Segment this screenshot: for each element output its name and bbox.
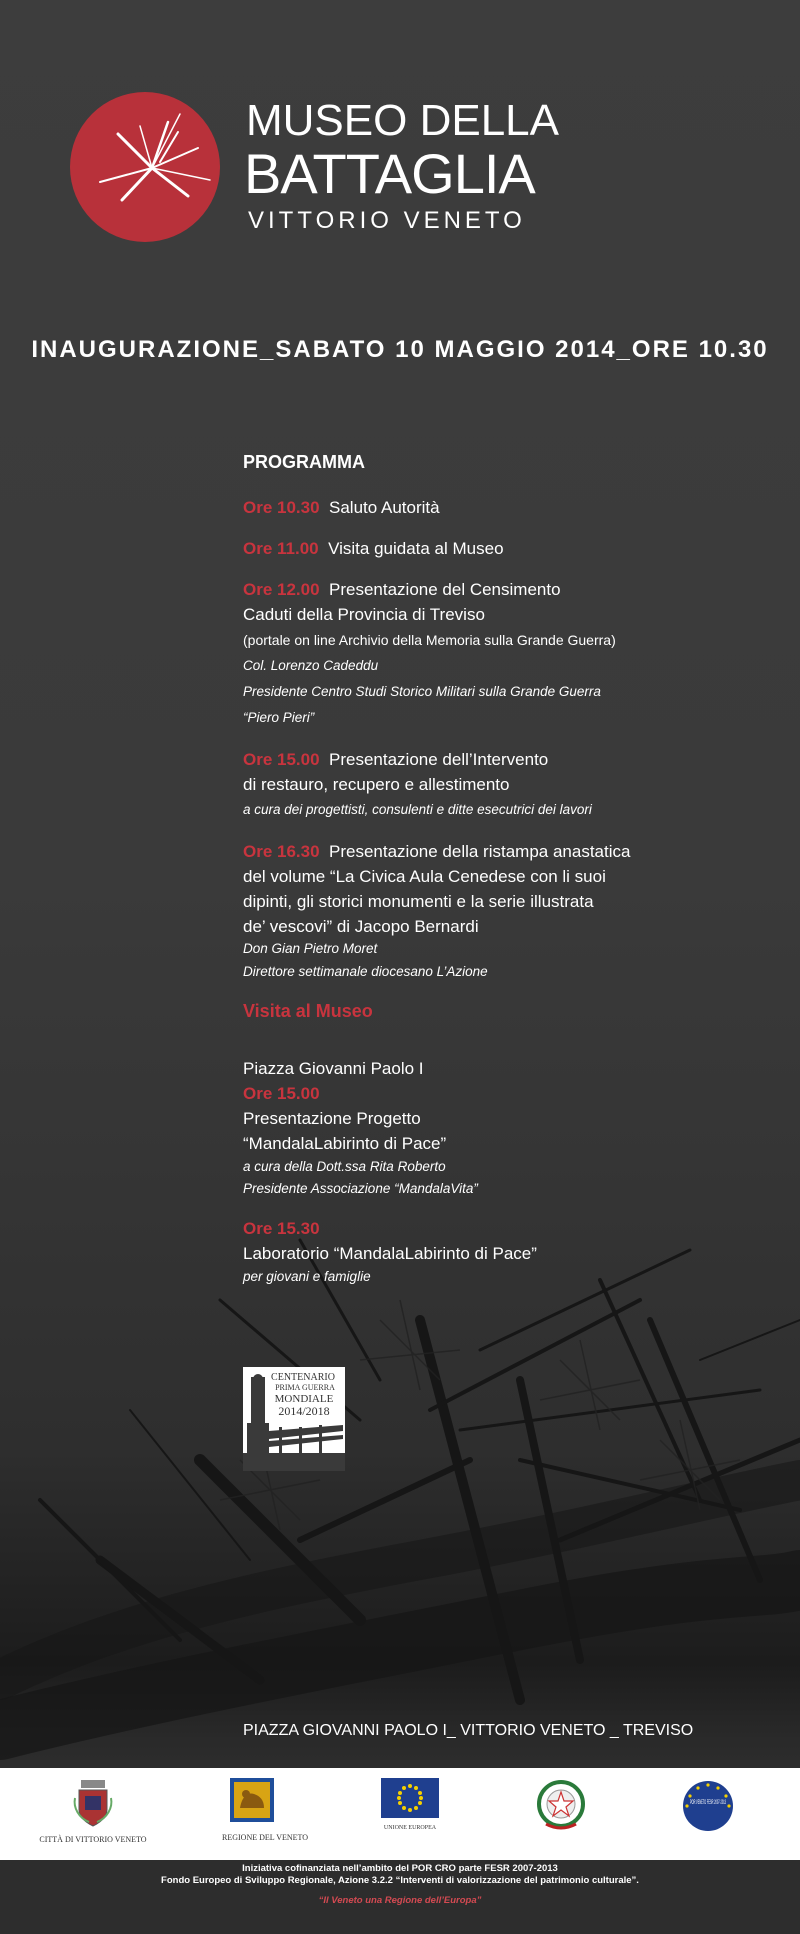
program-item	[243, 747, 763, 823]
footer-funding-line2: Fondo Europeo di Sviluppo Regionale, Azione 3.2.2 “Interventi di valorizzazione del patrimonio culturale”.	[161, 1875, 639, 1886]
footer-funding-line1: Iniziativa cofinanziata nell’ambito del POR CRO parte FESR 2007-2013	[242, 1863, 558, 1874]
museum-title-line1: MUSEO DELLA	[246, 96, 559, 145]
por-fesr-logo-text: POR VENETO FESR 2007-2013	[690, 1799, 727, 1806]
program-item	[243, 577, 763, 731]
program-speaker: Col. Lorenzo Cadeddu	[243, 658, 379, 673]
centenary-line2: PRIMA GUERRA	[275, 1383, 335, 1392]
comune-logo-caption: CITTÀ DI VITTORIO VENETO	[39, 1835, 147, 1844]
visit-text: Laboratorio “MandalaLabirinto di Pace”	[243, 1244, 537, 1263]
museum-title-line2: BATTAGLIA	[244, 142, 535, 205]
program-speaker-role: “Piero Pieri”	[243, 710, 315, 725]
inauguration-banner: INAUGURAZIONE_SABATO 10 MAGGIO 2014_ORE 10.30	[31, 336, 769, 363]
program-text: de’ vescovi” di Jacopo Bernardi	[243, 917, 479, 936]
program-speaker-role: Presidente Centro Studi Storico Militari sulla Grande Guerra	[243, 684, 601, 699]
program-text: Visita guidata al Museo	[328, 539, 504, 558]
program-time: Ore 16.30	[243, 842, 320, 861]
program-text: di restauro, recupero e allestimento	[243, 775, 510, 794]
program-speaker: a cura dei progettisti, consulenti e ditte esecutrici dei lavori	[243, 802, 592, 817]
barbed-wire-background	[0, 1260, 800, 1740]
program-text: Presentazione del Censimento	[329, 580, 561, 599]
regione-logo-caption: REGIONE DEL VENETO	[222, 1833, 309, 1842]
eu-logo	[375, 1778, 445, 1831]
program-text: Caduti della Provincia di Treviso	[243, 605, 485, 624]
program-heading: PROGRAMMA	[243, 452, 365, 472]
program-text: dipinti, gli storici monumenti e la serie illustrata	[243, 892, 594, 911]
program-time: Ore 11.00	[243, 539, 319, 558]
visit-heading: Visita al Museo	[243, 1001, 373, 1021]
por-fesr-logo	[680, 1780, 736, 1837]
program-text: Saluto Autorità	[329, 498, 440, 517]
program-item	[243, 536, 763, 561]
event-address: PIAZZA GIOVANNI PAOLO I_ VITTORIO VENETO _ TREVISO	[243, 1722, 694, 1739]
visit-audience: per giovani e famiglie	[243, 1269, 371, 1284]
visit-speaker: a cura della Dott.ssa Rita Roberto	[243, 1159, 446, 1174]
program-note: (portale on line Archivio della Memoria sulla Grande Guerra)	[243, 632, 616, 648]
visit-item	[243, 1216, 763, 1288]
program-text: Presentazione dell’Intervento	[329, 750, 549, 769]
program-section	[243, 452, 763, 1304]
program-text: Presentazione della ristampa anastatica	[329, 842, 631, 861]
sponsor-logos	[0, 1768, 800, 1860]
visit-speaker-role: Presidente Associazione “MandalaVita”	[243, 1181, 478, 1196]
visit-time: Ore 15.30	[243, 1219, 320, 1238]
visit-item	[243, 1081, 763, 1200]
republic-logo	[531, 1778, 591, 1839]
city-coat-of-arms-icon	[73, 1778, 113, 1828]
program-text: del volume “La Civica Aula Cenedese con li suoi	[243, 867, 606, 886]
museum-title-line3: VITTORIO VENETO	[248, 207, 526, 234]
footer-slogan: “Il Veneto una Regione dell’Europa”	[318, 1895, 482, 1906]
visit-text: Presentazione Progetto	[243, 1109, 421, 1128]
museum-logo	[70, 92, 220, 242]
eu-flag-icon	[381, 1778, 439, 1818]
program-speaker: Don Gian Pietro Moret	[243, 941, 378, 956]
centenary-badge	[243, 1367, 345, 1471]
eu-logo-caption: UNIONE EUROPEA	[383, 1825, 437, 1831]
program-time: Ore 10.30	[243, 498, 320, 517]
centenary-line3: MONDIALE	[274, 1393, 334, 1405]
regione-logo	[222, 1778, 309, 1842]
program-item	[243, 495, 763, 520]
centenary-line1: CENTENARIO	[271, 1372, 335, 1383]
program-speaker-role: Direttore settimanale diocesano L’Azione	[243, 964, 488, 979]
italian-republic-emblem-icon	[534, 1778, 588, 1834]
footer-bar	[0, 1860, 800, 1934]
museum-logo-mark-icon	[70, 92, 220, 242]
comune-logo	[38, 1778, 148, 1844]
visit-text: “MandalaLabirinto di Pace”	[243, 1134, 447, 1153]
program-item	[243, 839, 763, 985]
visit-time: Ore 15.00	[243, 1084, 320, 1103]
regione-veneto-lion-icon	[230, 1778, 274, 1826]
centenary-line4: 2014/2018	[278, 1404, 330, 1418]
visit-place: Piazza Giovanni Paolo I	[243, 1059, 424, 1078]
program-time: Ore 12.00	[243, 580, 320, 599]
program-time: Ore 15.00	[243, 750, 320, 769]
